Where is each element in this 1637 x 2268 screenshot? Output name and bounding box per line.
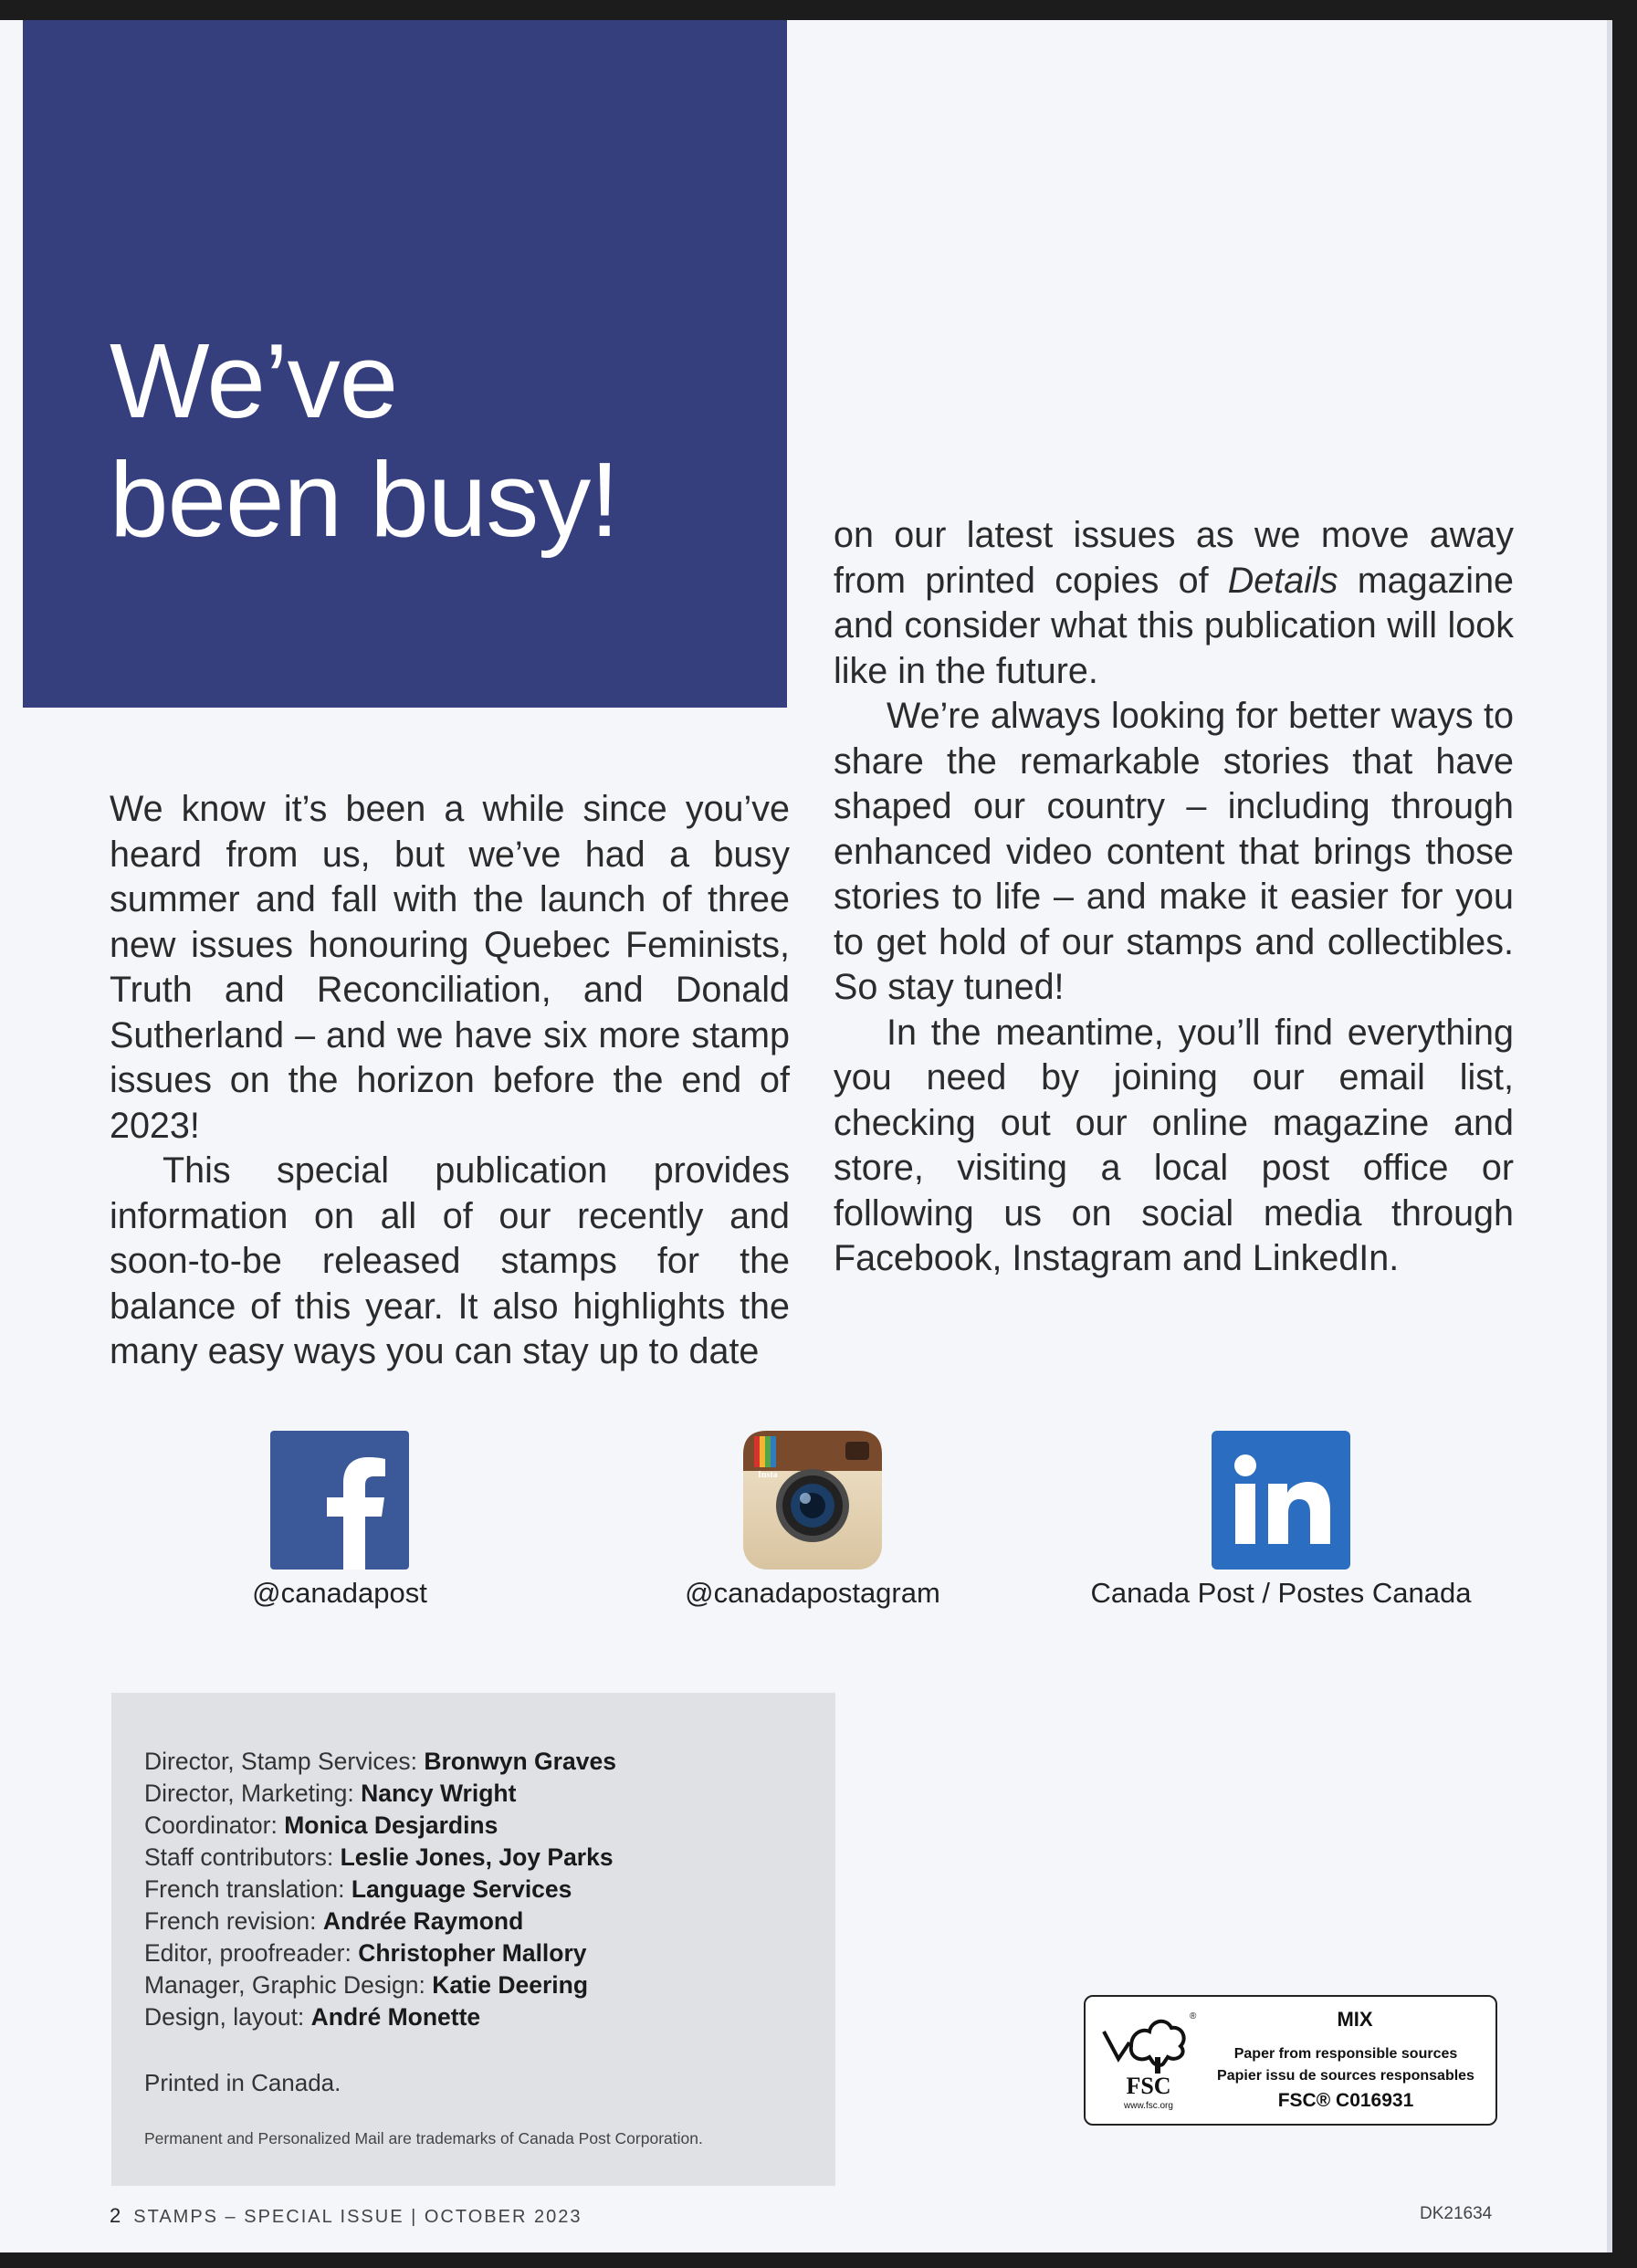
fsc-line-french: Papier issu de sources responsables (1217, 2068, 1474, 2084)
credits-box (111, 1693, 835, 2186)
fsc-line-english: Paper from responsible sources (1233, 2046, 1458, 2062)
credit-role: Staff contributors: (144, 1843, 341, 1871)
printed-in: Printed in Canada. (144, 2069, 341, 2096)
credit-role: Director, Marketing: (144, 1780, 362, 1807)
page-title-line-1: We’ve (110, 321, 398, 440)
page-edge (1607, 20, 1612, 2252)
credit-role: Director, Stamp Services: (144, 1748, 425, 1775)
credit-name: Nancy Wright (361, 1780, 517, 1807)
body-column-right (834, 513, 1514, 1282)
page-number: 2 (110, 2204, 121, 2227)
credit-name: André Monette (310, 2003, 481, 2031)
page-title (110, 321, 619, 559)
credit-name: Leslie Jones, Joy Parks (340, 1843, 614, 1871)
credit-role: Design, layout: (144, 2003, 311, 2031)
publication-title: STAMPS – SPECIAL ISSUE | OCTOBER 2023 (133, 2207, 582, 2227)
credit-role: Coordinator: (144, 1811, 285, 1839)
body-paragraph (834, 513, 1514, 694)
body-paragraph: We know it’s been a while since you’ve heard from us, but we’ve had a busy summer and fall with the launch of three new issues honouring Quebec Feminists, Truth and Reconciliation, and Donald Sutherland – and we have six more stamp issues on the horizon before the end of 2023! (110, 789, 790, 1146)
credit-line (144, 1969, 616, 2001)
social-facebook[interactable] (139, 1431, 540, 1610)
fsc-mix-label: MIX (1337, 2008, 1373, 2031)
document-code: DK21634 (1420, 2204, 1493, 2223)
body-column-left (110, 787, 790, 1375)
credit-name: Andrée Raymond (322, 1907, 524, 1935)
body-text: on our latest issues as we move away from printed copies of (834, 515, 1514, 601)
body-text: magazine and consider what this publication will look like in the future. (834, 560, 1515, 691)
credit-name: Monica Desjardins (284, 1811, 498, 1839)
instagram-icon-text: Insta (758, 1470, 778, 1480)
linkedin-icon[interactable] (1212, 1431, 1350, 1570)
credit-line (144, 1746, 616, 1778)
credit-line (144, 1842, 616, 1874)
instagram-icon[interactable] (743, 1431, 882, 1570)
body-paragraph: In the meantime, you’ll find everything you need by joining our email list, checking out our online magazine and store, visiting a local post office or following us on social media through Facebook, Instagram and LinkedIn. (834, 1012, 1514, 1278)
credits-list (144, 1746, 616, 2033)
page-title-line-2: been busy! (110, 440, 619, 559)
credit-line (144, 1810, 616, 1842)
social-instagram[interactable] (612, 1431, 1013, 1610)
magazine-name: Details (1227, 560, 1338, 601)
page-footer (110, 2204, 582, 2228)
body-paragraph: This special publication provides information on all of our recently and soon-to-be released stamps for the balance of this year. It also highlights the many easy ways you can stay up to date (110, 1150, 790, 1371)
social-handle[interactable]: Canada Post / Postes Canada (1090, 1577, 1472, 1609)
page (0, 20, 1607, 2252)
fsc-logo-text: FSC (1126, 2073, 1171, 2099)
facebook-icon[interactable] (270, 1431, 409, 1570)
credit-name: Christopher Mallory (358, 1939, 587, 1967)
credit-name: Language Services (351, 1875, 572, 1903)
credit-line (144, 1778, 616, 1810)
svg-text:®: ® (1190, 2011, 1197, 2021)
credit-role: French revision: (144, 1907, 323, 1935)
credit-line (144, 1874, 616, 1906)
social-handle[interactable]: @canadapost (252, 1577, 427, 1609)
credit-name: Bronwyn Graves (424, 1748, 616, 1775)
trademark-notice: Permanent and Personalized Mail are trademarks of Canada Post Corporation. (144, 2129, 703, 2147)
body-paragraph: We’re always looking for better ways to share the remarkable stories that have shaped our country – including through enhanced video content that brings those stories to life – and make it easier for you to get hold of our stamps and collectibles. So stay tuned! (834, 696, 1514, 1007)
fsc-tree-icon (1098, 2006, 1199, 2116)
fsc-certification (1084, 1995, 1497, 2126)
credit-role: Manager, Graphic Design: (144, 1971, 433, 1999)
social-linkedin[interactable] (1080, 1431, 1482, 1610)
social-handle[interactable]: @canadapostagram (685, 1577, 940, 1609)
credit-name: Katie Deering (432, 1971, 589, 1999)
fsc-url: www.fsc.org (1124, 2101, 1173, 2111)
credit-role: Editor, proofreader: (144, 1939, 359, 1967)
credit-line (144, 1906, 616, 1937)
credit-role: French translation: (144, 1875, 352, 1903)
credit-line (144, 1937, 616, 1969)
credit-line (144, 2001, 616, 2033)
title-banner (23, 20, 787, 708)
fsc-license-code: FSC® C016931 (1277, 2090, 1414, 2111)
